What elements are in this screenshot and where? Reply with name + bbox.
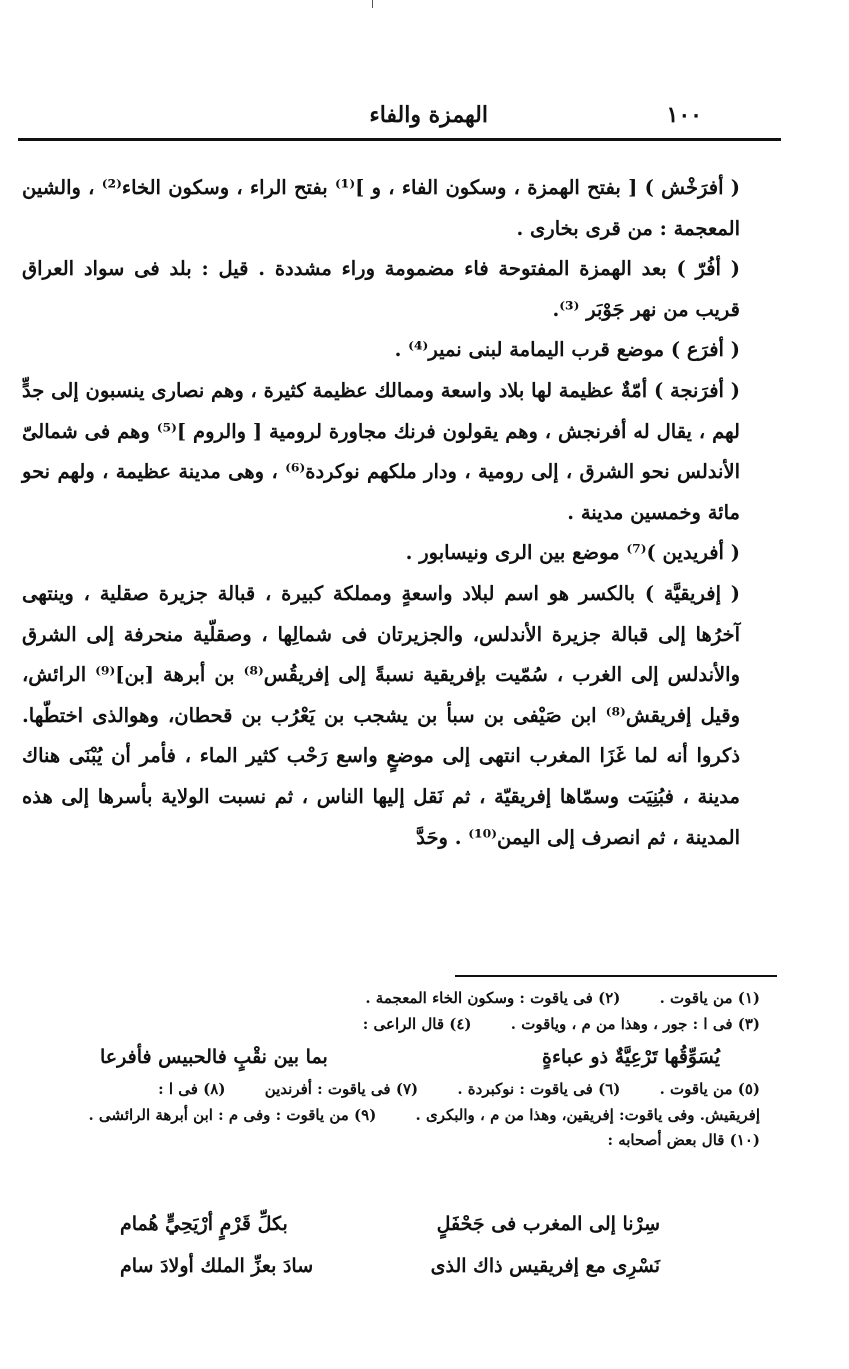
header-rule bbox=[18, 138, 781, 141]
verse-hemistich: سادَ بعزِّ الملك أولادَ سام bbox=[120, 1255, 314, 1277]
footnote-6: (٦) فى ياقوت : نوكبردة . bbox=[457, 1080, 621, 1098]
footnote-line bbox=[20, 986, 760, 1012]
footnote-5: (٥) من ياقوت . bbox=[659, 1080, 760, 1098]
running-header bbox=[128, 102, 768, 138]
footnote-8: (٨) فى ا : bbox=[158, 1080, 226, 1098]
verse-line bbox=[120, 1245, 660, 1287]
verse-hemistich: سِرْنا إلى المغرب فى جَحْفَلٍ bbox=[436, 1213, 660, 1235]
footnote-line bbox=[20, 1012, 760, 1038]
verse-hemistich: يُسَوِّقُها تَرْعِيَّةٌ ذو عباءةٍ bbox=[542, 1046, 720, 1068]
section-title: الهمزة والفاء bbox=[369, 102, 488, 128]
verse-hemistich: بما بين نقْبٍ فالحبيس فأفرعا bbox=[100, 1046, 328, 1068]
entry-afra: ( أفرَع ) موضع قرب اليمامة لبنى نمير⁽⁴⁾ . bbox=[394, 338, 740, 362]
main-text bbox=[22, 168, 740, 858]
entry-afurr: ( أفُرّ ) بعد الهمزة المفتوحة فاء مضمومة وراء مشددة . قيل : بلد فى سواد العراق قريب من نهر جَوْبَر ⁽³⁾. bbox=[22, 257, 740, 321]
entry-afranja: ( أفرَنجة ) أمّةٌ عظيمة لها بلاد واسعة وممالك عظيمة كثيرة ، وهم نصارى ينسبون إلى جدٍّ لهم ، يقال له أفرنجش ، وهم يقولون فرنك مجاورة لرومية [ والروم ]⁽⁵⁾ وهم فى شمالىّ الأندلس نحو الشرق ، إلى رومية ، ودار ملكهم نوكردة⁽⁶⁾ ، وهى مدينة عظيمة ، ولهم نحو مائة وخمسين مدينة . bbox=[22, 378, 740, 524]
verse-hemistich: نَسْرِى مع إفريقيس ذاك الذى bbox=[430, 1255, 660, 1277]
page-number: ١٠٠ bbox=[666, 102, 702, 128]
footnote-rule bbox=[455, 975, 777, 977]
verse-hemistich: بكلِّ قَرْمٍ أرْيَحِيٍّ هُمام bbox=[120, 1213, 288, 1235]
footnote-4: (٤) قال الراعى : bbox=[362, 1014, 472, 1033]
footnote-9: (٩) من ياقوت : وفى م : ابن أبرهة الرائشى . bbox=[88, 1105, 377, 1124]
footnote-2: (٢) فى ياقوت : وسكون الخاء المعجمة . bbox=[365, 989, 621, 1007]
footnote-line bbox=[20, 1128, 760, 1154]
footnote-line bbox=[20, 1077, 760, 1103]
footnote-1: (١) من ياقوت . bbox=[659, 989, 760, 1007]
verse-line bbox=[120, 1203, 660, 1245]
scan-mark bbox=[372, 0, 373, 8]
entry-afridin: ( أفريدين )⁽⁷⁾ موضع بين الرى ونيسابور . bbox=[405, 541, 740, 565]
footnote-10: (١٠) قال بعض أصحابه : bbox=[607, 1131, 760, 1149]
footnotes bbox=[20, 986, 760, 1154]
entry-afrakhsh: ( أفرَخْش ) [ بفتح الهمزة ، وسكون الفاء ، و ]⁽¹⁾ بفتح الراء ، وسكون الخاء⁽²⁾ ، والشين المعجمة : من قرى بخارى . bbox=[22, 176, 740, 240]
footnote-line bbox=[20, 1103, 760, 1129]
footnote-8-cont: إفريقيش. وفى ياقوت: إفريقين، وهذا من م ، والبكرى . bbox=[415, 1105, 760, 1124]
footnote-7: (٧) فى ياقوت : أفرندين bbox=[264, 1080, 419, 1098]
footnote-3: (٣) فى ا : جور ، وهذا من م ، وياقوت . bbox=[510, 1014, 760, 1033]
verse-line bbox=[100, 1037, 720, 1077]
footnote-poem bbox=[120, 1203, 660, 1287]
entry-ifriqiya: ( إفريقيَّة ) بالكسر هو اسم لبلاد واسعةٍ ومملكة كبيرة ، قبالة جزيرة صقلية ، وينتهى آخرُها إلى قبالة جزيرة الأندلس، والجزيرتان فى شمالِها ، وصقلّية منحرفة إلى الشرق والأندلس إلى الغرب ، سُمّيت بإفريقية نسبةً إلى إفريقُس⁽⁸⁾ بن أبرهة [بن]⁽⁹⁾ الرائش، وقيل إفريقش⁽⁸⁾ ابن صَيْفى بن سبأ بن يشجب بن يَعْرُب بن قحطان، وهوالذى اختطّها. ذكروا أنه لما غَزَا المغرب انتهى إلى موضعٍ واسع رَحْب كثير الماء ، فأمر أن يُبْنَى هناك مدينة ، فبُنِيَت وسمّاها إفريقيّة ، ثم نَقل إليها الناس ، ثم نسبت الولاية بأسرها إلى هذه المدينة ، ثم انصرف إلى اليمن⁽¹⁰⁾ . وحَدَّ bbox=[22, 581, 740, 849]
